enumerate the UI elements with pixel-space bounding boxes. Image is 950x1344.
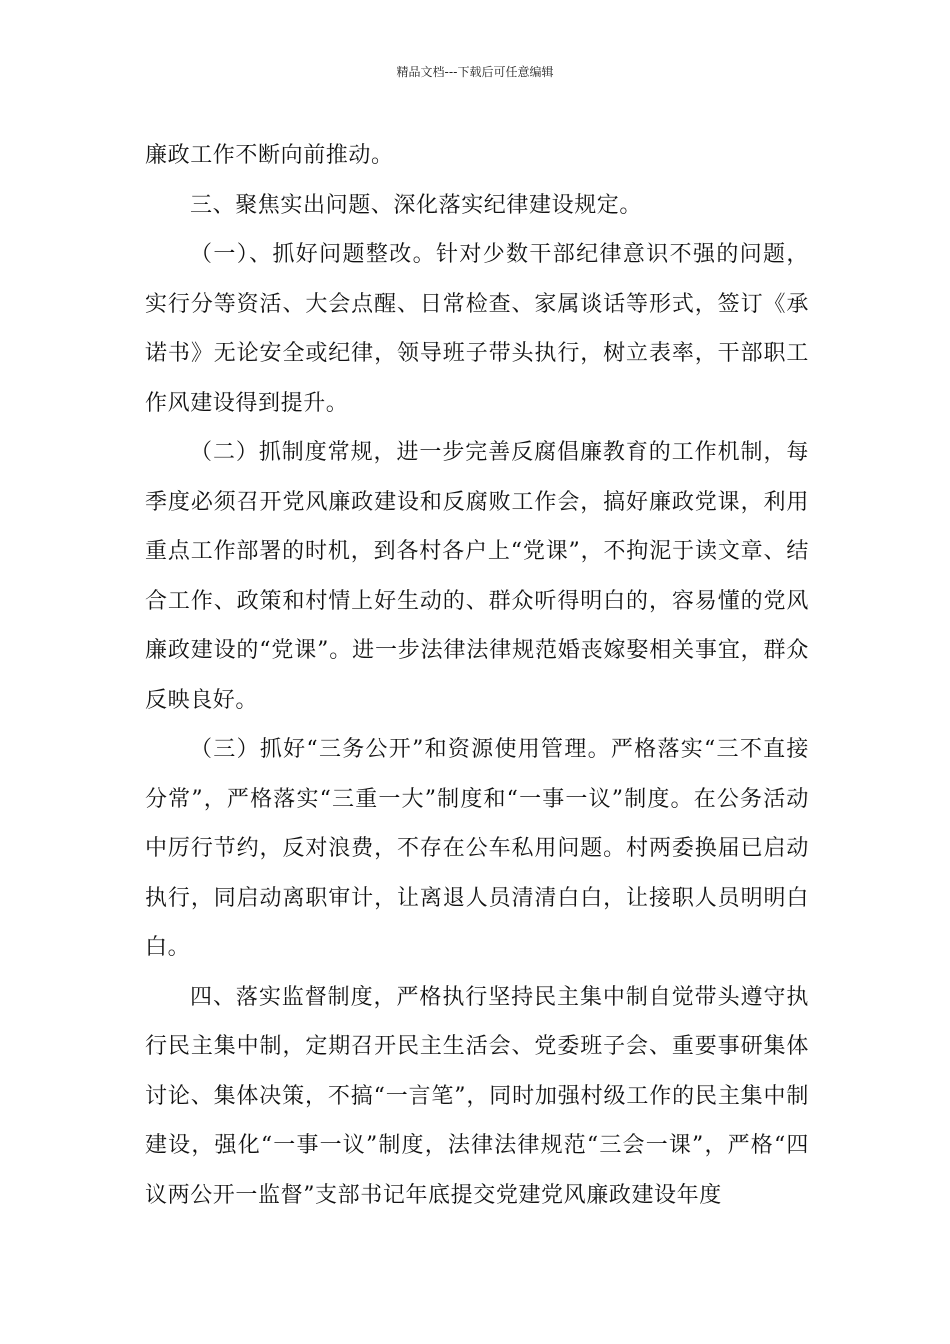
paragraph-continuation: 廉政工作不断向前推动。 [145,143,394,168]
section-heading-three: 三、聚焦实出问题、深化落实纪律建设规定。 [190,192,643,218]
section-four-paragraph: 四、落实监督制度，严格执行坚持民主集中制自觉带头遵守执行民主集中制，定期召开民主生活会、党委班子会、重要事研集体讨论、集体决策，不搞“一言笔”，同时加强村级工作的民主集中制建设，强化“一事一议”制度，法律法律规范“三会一课”，严格“四议两公开一监督”支部书记年底提交党建党风廉政建设年度 [145,984,809,1208]
document-body [145,131,809,1220]
paragraph-item-three: （三）抓好“三务公开”和资源使用管理。严格落实“三不直接分常”，严格落实“三重一大”制度和“一事一议”制度。在公务活动中厉行节约，反对浪费，不存在公车私用问题。村两委换届已启动执行，同启动离职审计，让离退人员清清白白，让接职人员明明白白。 [145,737,809,960]
paragraph-item-two: （二）抓制度常规，进一步完善反腐倡廉教育的工作机制，每季度必须召开党风廉政建设和反腐败工作会，搞好廉政党课，利用重点工作部署的时机，到各村各户上“党课”，不拘泥于读文章、结合工作、政策和村情上好生动的、群众听得明白的，容易懂的党风廉政建设的“党课”。进一步法律法律规范婚丧嫁娶相关事宜，群众反映良好。 [145,440,809,713]
paragraph-item-one: （一）、抓好问题整改。针对少数干部纪律意识不强的问题，实行分等资活、大会点醒、日常检查、家属谈话等形式，签订《承诺书》无论安全或纪律，领导班子带头执行，树立表率，干部职工作风建设得到提升。 [145,242,809,416]
page-header: 精品文档---下载后可任意编辑 [396,65,554,79]
